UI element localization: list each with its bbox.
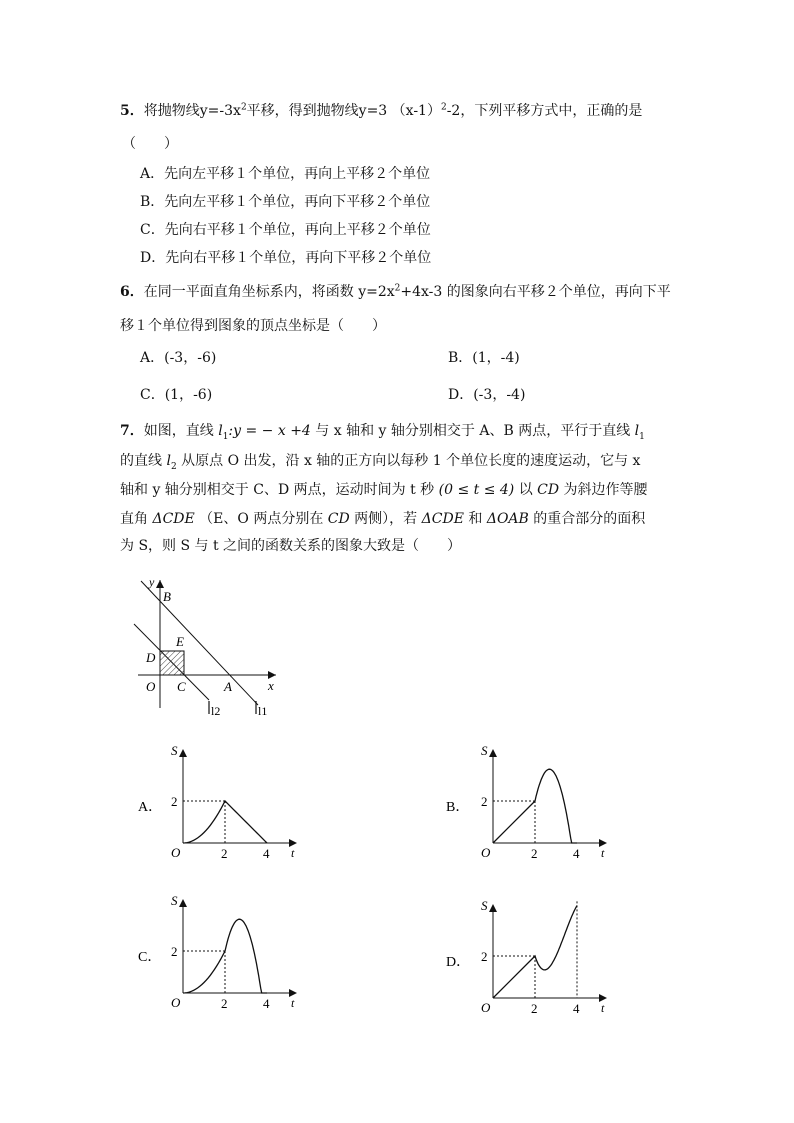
q7-l3-range: (0 ≤ t ≤ 4)	[438, 482, 515, 498]
graph-b-t-label: t	[601, 846, 605, 860]
q7-stem-line5: 为 S，则 S 与 t 之间的函数关系的图象大致是（ ）	[120, 538, 462, 554]
fig-label-c: C	[177, 679, 186, 694]
graph-c-tick-t2: 2	[221, 996, 228, 1011]
q6-text-b: +4x-3 的图象向右平移２个单位，再向下平	[400, 284, 671, 300]
graph-a-s-label: S	[171, 743, 178, 758]
graph-a-tick-s2: 2	[171, 794, 178, 809]
graph-b-tick-t2: 2	[531, 846, 538, 861]
graph-b-tick-s2: 2	[481, 794, 488, 809]
graph-a-tick-t2: 2	[221, 846, 228, 861]
q5-paren: （ ）	[122, 136, 178, 152]
graph-d-tick-t2: 2	[531, 1001, 538, 1016]
q6-text-a: 在同一平面直角坐标系内，将函数 y=2x	[143, 284, 395, 300]
q7-l1-sub: 1	[222, 431, 229, 442]
graph-c-t-label: t	[291, 996, 295, 1010]
q7-number: 7．	[120, 423, 144, 439]
q7-l3-c: 为斜边作等腰	[559, 482, 648, 498]
q7-l4-c: 两侧），若	[349, 511, 422, 527]
graph-c-s-arrow	[179, 899, 187, 907]
q5-sup1: 2	[240, 102, 247, 113]
graph-b-origin-label: O	[481, 845, 491, 860]
graph-a-t-label: t	[291, 846, 295, 860]
q6-option-a[interactable]: A．(-3，-6)	[140, 350, 217, 366]
q7-l4-e: 的重合部分的面积	[528, 511, 646, 527]
q7-l1-b: 与 x 轴和 y 轴分别相交于 A、B 两点，平行于直线	[310, 423, 635, 439]
q7-l4-cd: CD	[327, 511, 350, 527]
q7-l4-b: （E、O 两点分别在	[194, 511, 328, 527]
q7-l2-b: 从原点 O 出发，沿 x 轴的正方向以每秒 1 个单位长度的速度运动，它与 x	[176, 453, 641, 469]
graph-d-t-label: t	[601, 1001, 605, 1015]
q7-l2-a: 的直线	[120, 453, 167, 469]
q7-l1b-sub: 1	[639, 431, 645, 442]
graph-b-s-label: S	[481, 743, 488, 758]
q5-text-a: 将抛物线y=-3x	[143, 103, 241, 119]
q5-option-a[interactable]: A．先向左平移１个单位，再向上平移２个单位	[140, 166, 431, 182]
q5-number: 5．	[120, 103, 144, 119]
graph-d-tick-s2: 2	[481, 949, 488, 964]
graph-c-option-label: C．	[138, 950, 162, 965]
q7-l3-b: 以	[514, 482, 538, 498]
q7-l4-cde2: ΔCDE	[421, 511, 464, 527]
graph-d-tick-t4: 4	[573, 1001, 580, 1016]
graph-a-tick-t4: 4	[263, 846, 270, 861]
graph-b-tick-t4: 4	[573, 846, 580, 861]
q7-l4-cde: ΔCDE	[152, 511, 195, 527]
q5-sup2: 2	[440, 102, 447, 113]
graph-a-option-label: A．	[138, 800, 163, 815]
fig-label-e: E	[176, 634, 184, 649]
q6-option-c[interactable]: C．(1，-6)	[140, 387, 213, 403]
graph-c-origin-label: O	[171, 995, 181, 1010]
fig-label-b: B	[163, 589, 171, 604]
graph-c-tick-s2: 2	[171, 944, 178, 959]
q7-l1-symbol: l	[218, 423, 223, 439]
q7-l1-eq: :y = − x +4	[228, 423, 311, 439]
fig-label-l1: l1	[258, 704, 268, 718]
q5-option-c[interactable]: C．先向右平移１个单位，再向上平移２个单位	[140, 222, 431, 238]
q7-l2-sub: 2	[170, 461, 177, 472]
fig-label-x: x	[268, 678, 274, 693]
q6-number: 6．	[120, 284, 144, 300]
graph-b-s-arrow	[489, 749, 497, 757]
q7-l4-oab: ΔOAB	[486, 511, 529, 527]
q5-text-c: -2，下列平移方式中，正确的是	[446, 103, 643, 119]
graph-b-option-label: B．	[446, 800, 470, 815]
q5-option-b[interactable]: B．先向左平移１个单位，再向下平移２个单位	[140, 194, 431, 210]
graph-d-s-label: S	[481, 898, 488, 913]
q5-text-b: 平移，得到抛物线y=3 （x-1）	[246, 103, 441, 119]
graph-d-s-arrow	[489, 904, 497, 912]
fig-label-d: D	[146, 650, 156, 665]
q7-l2-symbol: l	[166, 453, 171, 469]
fig-label-a: A	[224, 679, 232, 694]
q6-stem-line2: 移１个单位得到图象的顶点坐标是（ ）	[120, 318, 386, 334]
graph-a-s-arrow	[179, 749, 187, 757]
q7-l3-a: 轴和 y 轴分别相交于 C、D 两点，运动时间为 t 秒	[120, 482, 439, 498]
q6-option-d[interactable]: D．(-3，-4)	[448, 387, 526, 403]
q7-l4-d: 和	[463, 511, 487, 527]
graph-c-s-label: S	[171, 893, 178, 908]
fig-label-o: O	[146, 679, 156, 694]
q7-l1-a: 如图，直线	[143, 423, 219, 439]
graph-d-option-label: D．	[446, 955, 471, 970]
graph-a-origin-label: O	[171, 845, 181, 860]
q7-l4-a: 直角	[120, 511, 153, 527]
graph-c-tick-t4: 4	[263, 996, 270, 1011]
graph-d-origin-label: O	[481, 1000, 491, 1015]
q6-option-b[interactable]: B．(1，-4)	[448, 350, 520, 366]
q7-l3-cd: CD	[537, 482, 560, 498]
q5-option-d[interactable]: D．先向右平移１个单位，再向下平移２个单位	[140, 250, 432, 266]
fig-label-l2: l2	[211, 704, 221, 718]
q7-l1b-symbol: l	[634, 423, 640, 439]
q6-sup: 2	[394, 283, 401, 294]
fig-label-y: y	[149, 575, 155, 589]
